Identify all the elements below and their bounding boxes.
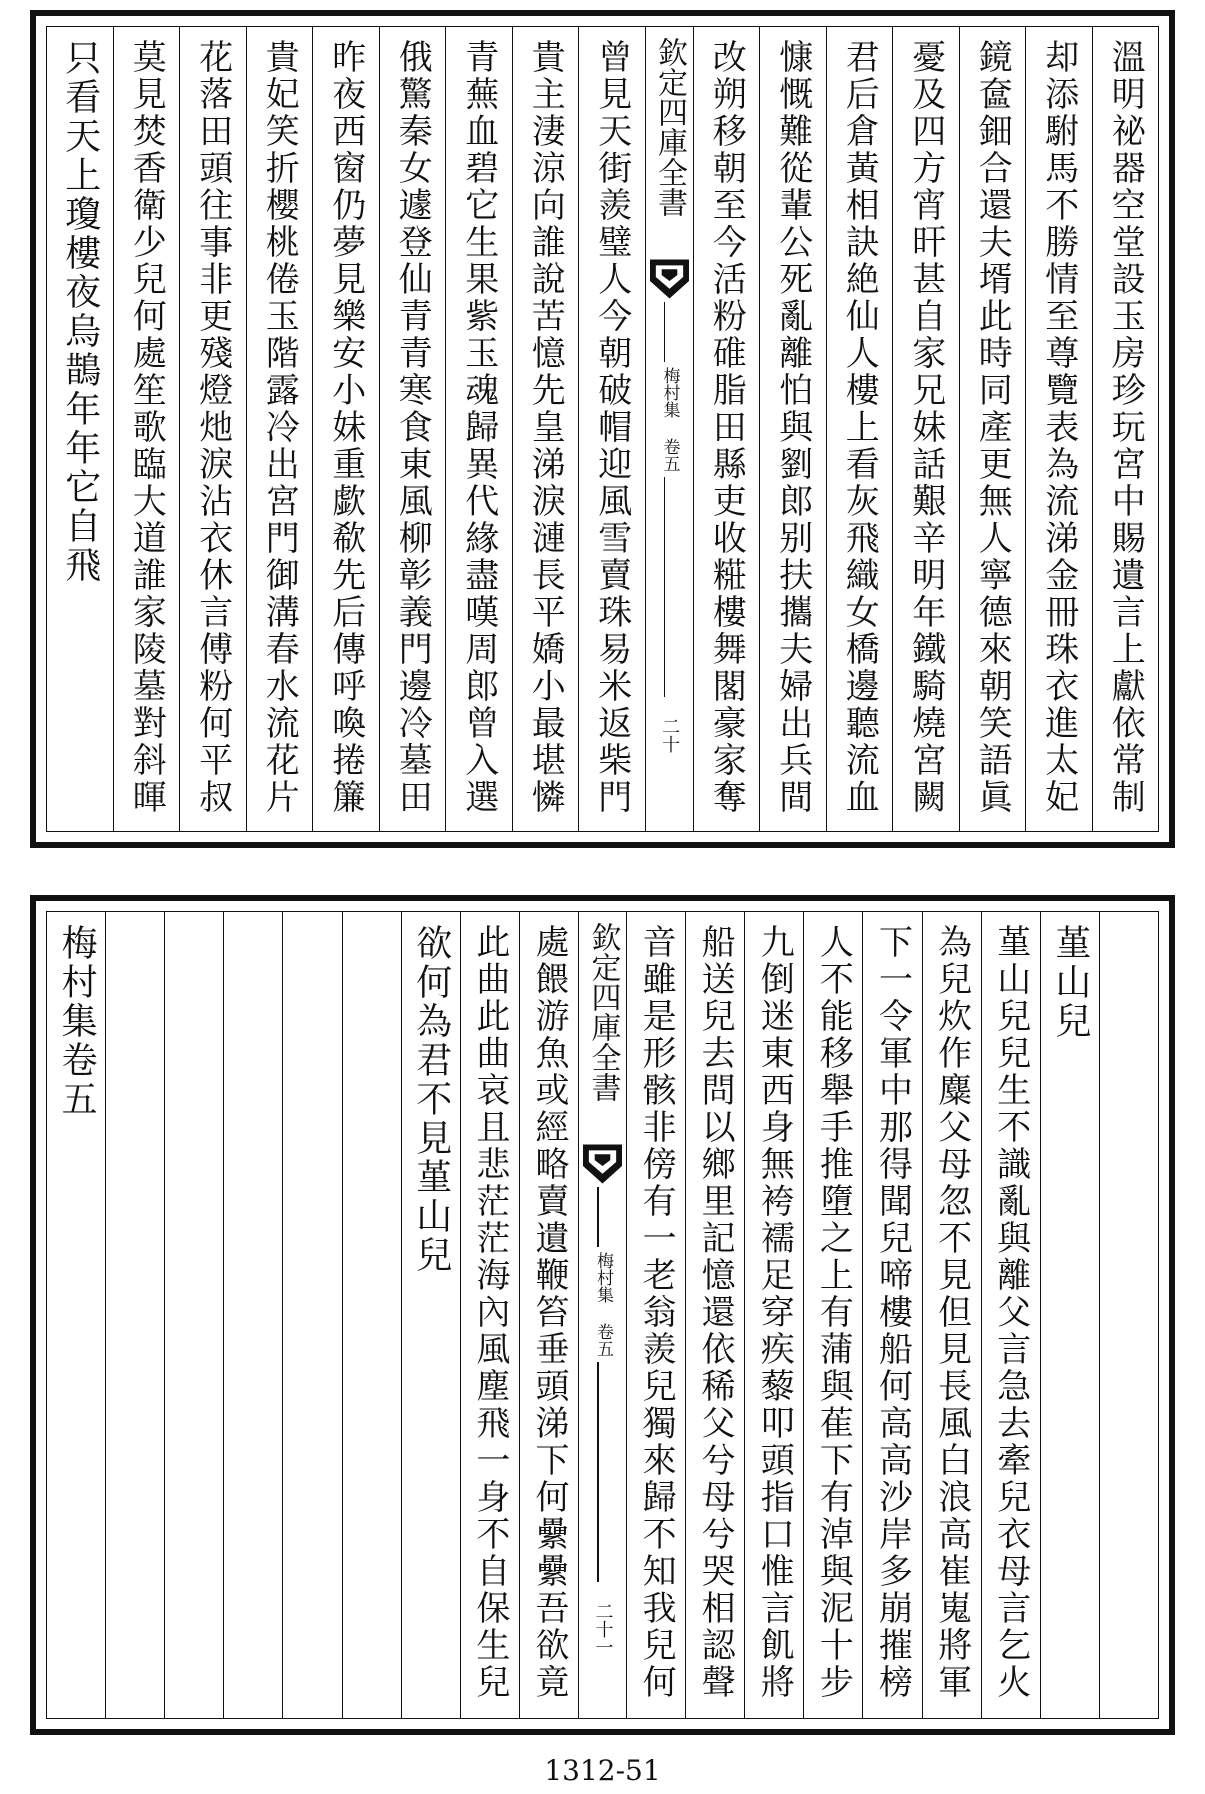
top-column — [1025, 27, 1092, 831]
bottom-column-text: 梅村集卷五 — [56, 924, 98, 1119]
top-column-text: 青蕪血碧它生果紫玉魂歸異代緣盡嘆周郎曾入選 — [458, 39, 499, 816]
bottom-column — [282, 912, 341, 1718]
top-column-text: 貴主淒涼向誰說苦憶先皇涕淚漣長平嬌小最堪憐 — [525, 39, 566, 816]
bottom-column-text: 人不能移舉手推墮之上有蒲與萑下有淖與泥十步 — [813, 924, 854, 1701]
top-column — [512, 27, 579, 831]
bottom-column-text: 下一令軍中那得聞兒啼樓船何高高沙岸多崩摧榜 — [872, 924, 913, 1701]
top-column-text: 曾見天街羨璧人今朝破帽迎風雪賣珠易米返柴門 — [591, 39, 632, 816]
center-rule — [597, 1362, 599, 1582]
bottom-column-text: 欲何為君不見堇山兒 — [410, 924, 452, 1275]
center-rule — [597, 1187, 599, 1247]
bottom-column — [342, 912, 401, 1718]
bottom-column — [922, 912, 981, 1718]
top-page — [30, 10, 1175, 848]
top-column-text: 却添駙馬不勝情至尊覽表為流涕金冊珠衣進太妃 — [1038, 39, 1079, 816]
top-column-text: 慷慨難從輩公死亂離怕與劉郎别扶攜夫婦出兵間 — [772, 39, 813, 816]
top-column — [47, 27, 113, 831]
top-column-text: 溫明祕器空堂設玉房珍玩宮中賜遺言上獻依常制 — [1105, 39, 1146, 816]
fish-tail-mark-icon — [583, 1144, 622, 1184]
bottom-column-text: 船送兒去問以鄉里記憶還依稀父兮母兮哭相認聲 — [695, 924, 736, 1701]
center-rule — [664, 302, 666, 362]
top-column-text: 君后倉黃相訣絶仙人樓上看灰飛織女橋邊聽流血 — [839, 39, 880, 816]
top-column-text: 貴妃笑折櫻桃倦玉階露冷出宮門御溝春水流花片 — [259, 39, 300, 816]
fish-tail-mark-icon — [650, 259, 689, 299]
bottom-column — [519, 912, 578, 1718]
folio-number: 二十 — [659, 717, 680, 753]
top-column — [578, 27, 645, 831]
bottom-column — [105, 912, 164, 1718]
bottom-column-text: 音雖是形骸非傍有一老翁羨兒獨來歸不知我兒何 — [636, 924, 677, 1701]
bottom-column — [401, 912, 460, 1718]
top-column — [179, 27, 246, 831]
top-column-text: 只看天上瓊樓夜烏鵲年年它自飛 — [59, 39, 101, 585]
bottom-column — [1040, 912, 1099, 1718]
top-column-text: 鏡奩鈿合還夫壻此時同產更無人寧德來朝笑語眞 — [972, 39, 1013, 816]
volume-label: 梅村集 卷五 — [593, 1252, 614, 1357]
bottom-column — [744, 912, 803, 1718]
bottom-page-columns — [47, 912, 1158, 1718]
bottom-column-text: 處餵游魚或經略賣遺鞭笞垂頭涕下何纍纍吾欲竟 — [528, 924, 569, 1701]
top-column-text: 俄驚秦女遽登仙青青寒食東風柳彰義門邊冷墓田 — [392, 39, 433, 816]
top-column — [1092, 27, 1159, 831]
bottom-column — [47, 912, 105, 1718]
top-column — [113, 27, 180, 831]
bottom-column — [223, 912, 282, 1718]
bottom-column — [460, 912, 519, 1718]
top-column — [759, 27, 826, 831]
top-column — [959, 27, 1026, 831]
top-column — [312, 27, 379, 831]
top-page-frame — [46, 26, 1159, 832]
bottom-page-frame — [46, 911, 1159, 1719]
top-column — [246, 27, 313, 831]
top-column — [826, 27, 893, 831]
top-column-text: 憂及四方宵旰甚自家兄妹話艱辛明年鐵騎燒宮闕 — [905, 39, 946, 816]
page-reference: 1312-51 — [544, 1754, 661, 1787]
bottom-column — [981, 912, 1040, 1718]
top-column — [693, 27, 760, 831]
top-column-text: 花落田頭往事非更殘燈灺淚沾衣休言傅粉何平叔 — [192, 39, 233, 816]
top-column-text: 改朔移朝至今活粉碓脂田縣吏收糚樓舞閣豪家奪 — [706, 39, 747, 816]
bottom-column — [164, 912, 223, 1718]
book-title: 欽定四庫全書 — [585, 922, 621, 1102]
top-column — [445, 27, 512, 831]
bottom-column-text: 堇山兒兒生不識亂與離父言急去牽兒衣母言乞火 — [990, 924, 1031, 1701]
bottom-page — [30, 895, 1175, 1735]
bottom-column — [862, 912, 921, 1718]
top-column — [379, 27, 446, 831]
book-title: 欽定四庫全書 — [652, 37, 687, 217]
bottom-center-fold — [578, 912, 626, 1718]
center-rule — [664, 477, 666, 697]
top-column — [892, 27, 959, 831]
top-center-fold — [645, 27, 693, 831]
bottom-column-text: 堇山兒 — [1049, 924, 1091, 1041]
bottom-column-text: 為兒炊作麋父母忽不見但見長風白浪高崔嵬將軍 — [931, 924, 972, 1701]
bottom-column-text: 九倒迷東西身無袴襦足穿疾藜叩頭指口惟言飢將 — [754, 924, 795, 1701]
top-page-columns — [47, 27, 1158, 831]
bottom-column — [626, 912, 685, 1718]
bottom-column — [685, 912, 744, 1718]
bottom-column — [803, 912, 862, 1718]
bottom-column-text: 此曲此曲哀且悲茫茫海內風塵飛一身不自保生兒 — [469, 924, 510, 1701]
bottom-column — [1099, 912, 1158, 1718]
folio-number: 二十一 — [592, 1602, 614, 1656]
top-column-text: 昨夜西窗仍夢見樂安小妹重歔欷先后傳呼喚捲簾 — [325, 39, 366, 816]
volume-label: 梅村集 卷五 — [659, 367, 680, 472]
top-column-text: 莫見焚香衛少兒何處笙歌臨大道誰家陵墓對斜暉 — [126, 39, 167, 816]
